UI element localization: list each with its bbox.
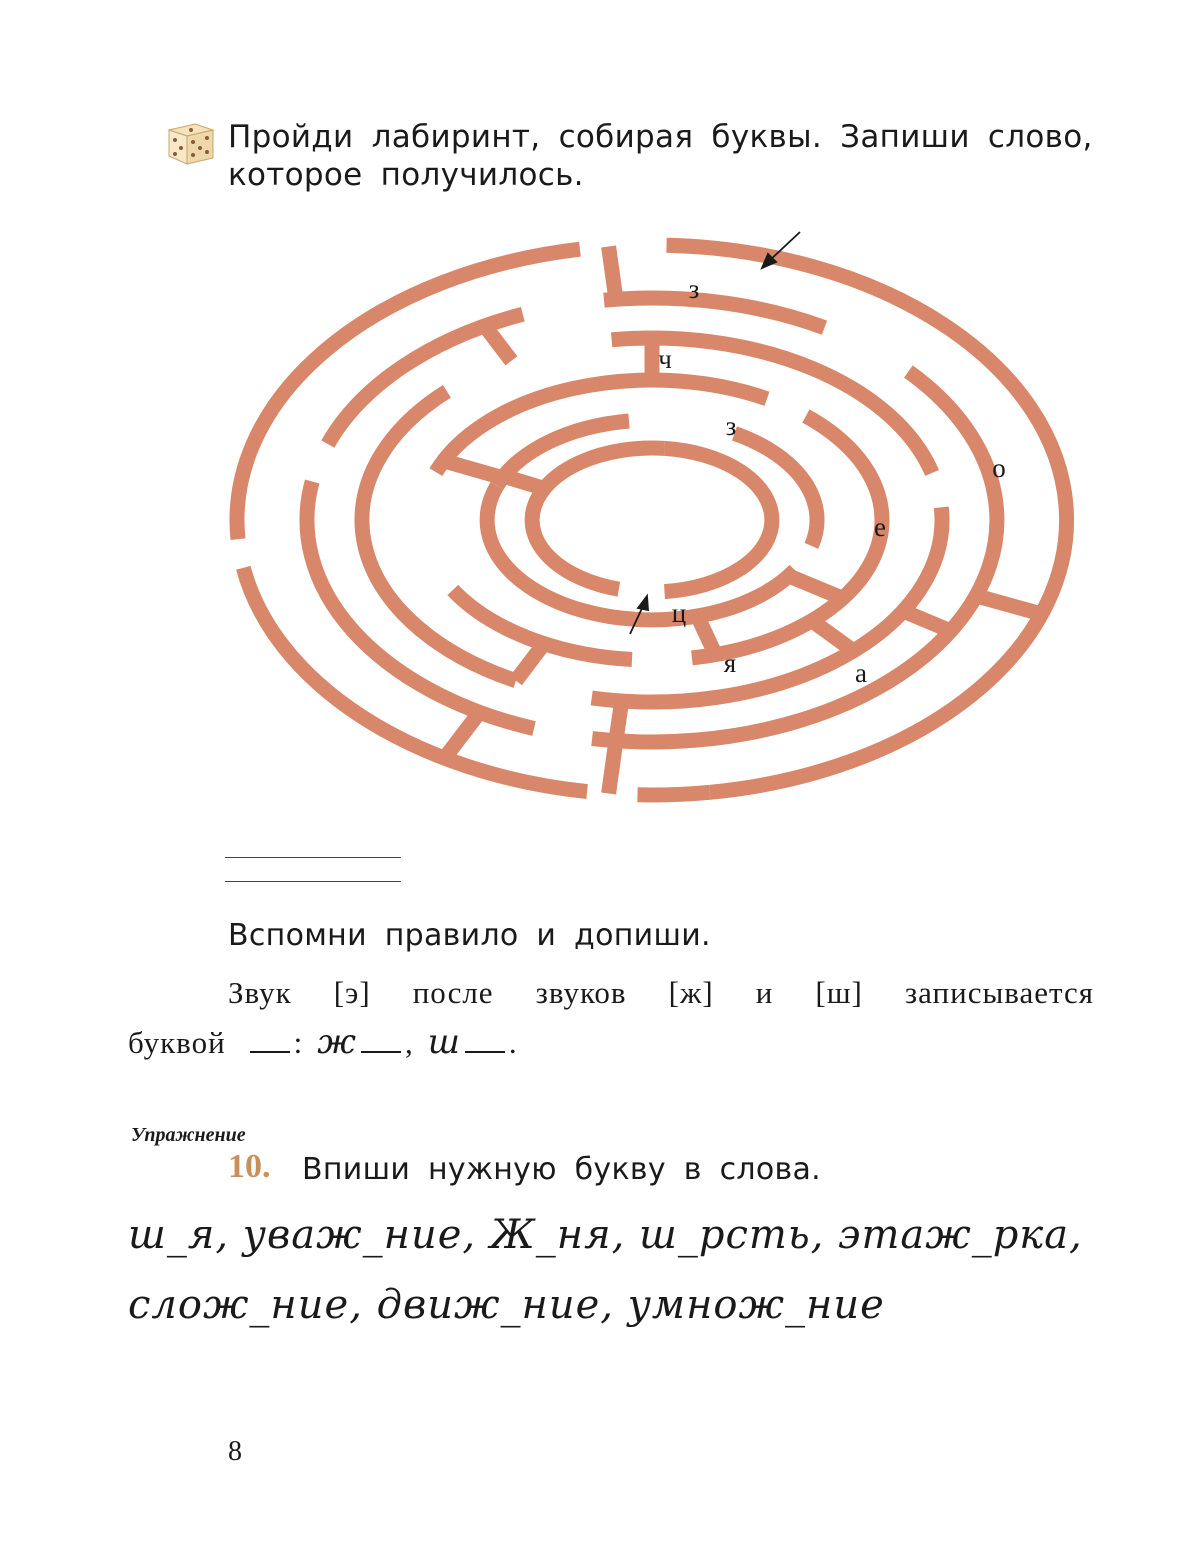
maze-wall-connector	[812, 621, 854, 651]
maze-wall-connector	[903, 611, 951, 631]
rule-line-2	[128, 1022, 518, 1062]
maze-wall-arc	[667, 245, 1067, 792]
maze-wall-connector	[516, 644, 544, 681]
maze-wall-arc	[638, 792, 710, 795]
maze-wall-connector	[976, 596, 1042, 614]
maze-letter-ts: ц	[671, 598, 687, 628]
exercise-handwriting-line-2[interactable]: слож_ние, движ_ние, умнож_ние	[128, 1282, 885, 1328]
rule-zh: ж	[317, 1022, 357, 1062]
maze-wall-arc	[692, 416, 882, 658]
maze-wall-connector	[616, 701, 622, 741]
maze-wall-arc	[307, 482, 534, 729]
rule-comma: ,	[404, 1025, 414, 1060]
rule-colon: :	[293, 1025, 304, 1060]
maze-walls	[237, 245, 1067, 795]
answer-line-1[interactable]	[225, 857, 401, 858]
maze-letter-z2: з	[725, 411, 737, 441]
maze-wall-arc	[665, 448, 772, 591]
maze-letter-a: а	[855, 658, 867, 688]
rule-period: .	[508, 1025, 518, 1060]
maze-wall-connector	[609, 247, 616, 300]
maze-wall-connector	[485, 326, 512, 361]
maze-letter-ch: ч	[658, 344, 672, 374]
rule-line-2-start: буквой	[128, 1025, 226, 1060]
rule-line-1: Звук [э] после звуков [ж] и [ш] записывается	[228, 975, 1094, 1010]
maze-letter-o: о	[992, 453, 1006, 483]
maze-wall-arc	[532, 448, 664, 589]
task-line-1: Пройди лабиринт, собирая буквы. Запиши слово,	[228, 119, 1093, 155]
maze-wall-connector	[698, 616, 716, 655]
rule-blank-sh[interactable]	[465, 1027, 505, 1053]
maze-wall-connector	[444, 461, 503, 478]
maze-wall-arc	[604, 298, 825, 328]
maze-wall-connector	[789, 576, 843, 598]
task-line-2: которое получилось.	[228, 157, 584, 193]
answer-line-2[interactable]	[225, 881, 401, 882]
exercise-handwriting-line-1[interactable]: ш_я, уваж_ние, Ж_ня, ш_рсть, этаж_рка,	[128, 1212, 1083, 1258]
exercise-label: Упражнение	[131, 1124, 246, 1146]
maze-letter-e: е	[874, 512, 886, 542]
exercise-number: 10.	[228, 1148, 271, 1185]
rule-blank-letter[interactable]	[250, 1027, 290, 1053]
rule-title: Вспомни правило и допиши.	[228, 918, 711, 953]
maze-wall-connector	[445, 712, 480, 758]
maze-letter-ya: я	[723, 648, 737, 678]
exercise-text: Впиши нужную букву в слова.	[302, 1152, 822, 1187]
maze-wall-connector	[609, 741, 616, 794]
maze-wall-connector	[504, 476, 544, 488]
page-number: 8	[228, 1436, 242, 1467]
rule-blank-zh[interactable]	[361, 1027, 401, 1053]
maze-letter-z1: з	[688, 274, 700, 304]
rule-sh: ш	[427, 1022, 461, 1062]
